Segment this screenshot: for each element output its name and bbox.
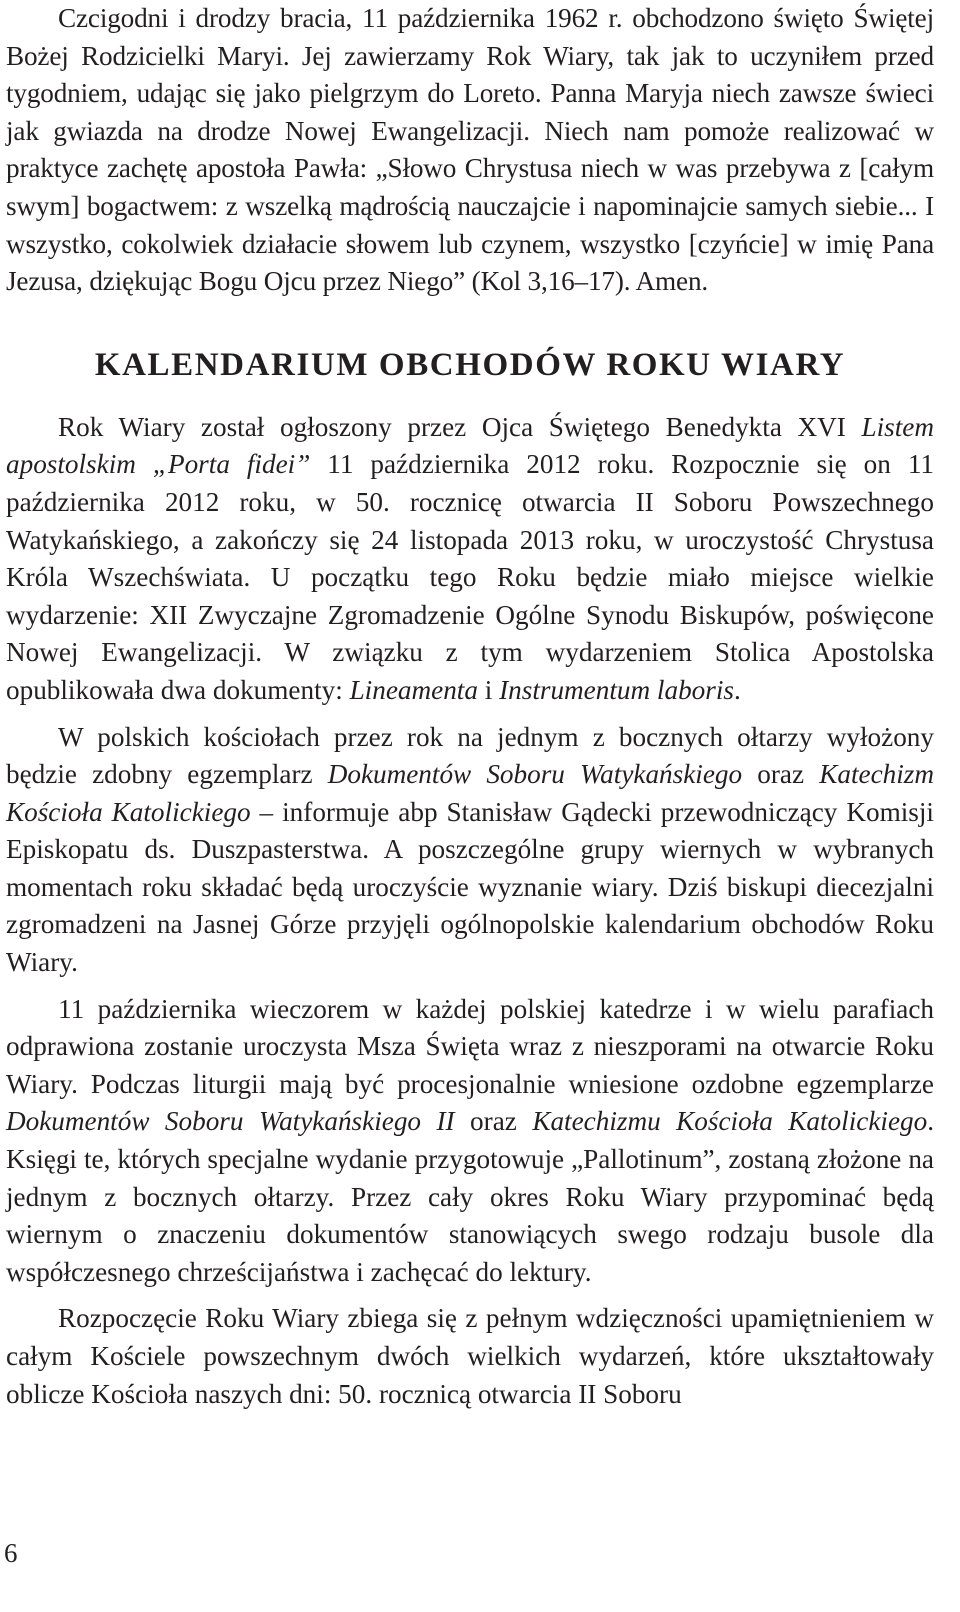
paragraph-announcement [6,409,934,710]
paragraph-beginning [6,1300,934,1413]
paragraph-october-11 [6,991,934,1292]
page-content [6,0,934,1413]
paragraph-text: – informuje abp Stanisław Gądecki przewodniczący Komisji Episkopatu ds. Duszpasterstwa. A poszczególne grupy wiernych w wybranych momentach roku składać będą uroczyście wyznanie wiary. Dziś biskupi diecezjalni zgromadzeni na Jasnej Górze przyjęli ogólnopolskie kalendarium obchodów Roku Wiary. [6,796,934,978]
paragraph-text: i [477,674,500,705]
paragraph-text: W polskich kościołach przez rok na jednym z bocznych ołtarzy wyłożony będzie zdobny egzemplarz [6,721,934,790]
italic-title: Listem apostolskim „Porta fidei” [6,411,934,480]
intro-paragraph-text: Czcigodni i drodzy bracia, 11 października 1962 r. obchodzono święto Świętej Bożej Rodzicielki Maryi. Jej zawierzamy Rok Wiary, tak jak to uczyniłem przed tygodniem, udając się jako pielgrzym do Loreto. Panna Maryja niech zawsze świeci jak gwiazda na drodze Nowej Ewangelizacji. Niech nam pomoże realizować w praktyce zachętę apostoła Pawła: „Słowo Chrystusa niech w was przebywa z [całym swym] bogactwem: z wszelką mądrością nauczajcie i napominajcie samych siebie... I wszystko, cokolwiek działacie słowem lub czynem, wszystko [czyńcie] w imię Pana Jezusa, dziękując Bogu Ojcu przez Niego” (Kol 3,16–17). Amen. [6,3,934,297]
paragraph-text: 11 października 2012 roku. Rozpocznie się on 11 października 2012 roku, w 50. rocznicę otwarcia II Soboru Powszechnego Watykańskiego, a zakończy się 24 listopada 2013 roku, w uroczystość Chrystusa Króla Wszechświata. U początku tego Roku będzie miało miejsce wielkie wydarzenie: XII Zwyczajne Zgromadzenie Ogólne Synodu Biskupów, poświęcone Nowej Ewangelizacji. W związku z tym wydarzeniem Stolica Apostolska opublikowała dwa dokumenty: [6,449,934,705]
paragraph-text: Rok Wiary został ogłoszony przez Ojca Świętego Benedykta XVI [58,411,862,442]
italic-title: Dokumentów Soboru Watykańskiego [327,759,743,790]
paragraph-text: . [733,674,741,705]
paragraph-text: oraz [454,1106,533,1137]
paragraph-text: oraz [742,759,820,790]
intro-paragraph [6,0,934,301]
paragraph-text: . Księgi te, których specjalne wydanie przygotowuje „Pallotinum”, zostaną złożone na jednym z bocznych ołtarzy. Przez cały okres Roku Wiary przypominać będą wiernym o znaczeniu dokumentów stanowiących swego rodzaju busole dla współczesnego chrześcijaństwa i zachęcać do lektury. [6,1106,934,1287]
paragraph-text: 11 października wieczorem w każdej polskiej katedrze i w wielu parafiach odprawiona zostanie uroczysta Msza Święta wraz z nieszporami na otwarcie Roku Wiary. Podczas liturgii mają być procesjonalnie wniesione ozdobne egzemplarze [6,993,934,1099]
italic-title: Katechizmu Kościoła Katolickiego [532,1106,928,1137]
italic-title: Instrumentum laboris [499,674,734,705]
section-heading: KALENDARIUM OBCHODÓW ROKU WIARY [94,346,846,383]
italic-title: Lineamenta [349,674,478,705]
paragraph-text: Rozpoczęcie Roku Wiary zbiega się z pełnym wdzięczności upamiętnieniem w całym Kościele powszechnym dwóch wielkich wydarzeń, które ukształtowały oblicze Kościoła naszych dni: 50. rocznicą otwarcia II Soboru [6,1303,934,1409]
page-number: 6 [4,1538,18,1568]
paragraph-polish-churches [6,719,934,982]
italic-title: Dokumentów Soboru Watykańskiego II [6,1106,455,1137]
italic-title: Katechizm Kościoła Katolickiego [6,759,934,827]
